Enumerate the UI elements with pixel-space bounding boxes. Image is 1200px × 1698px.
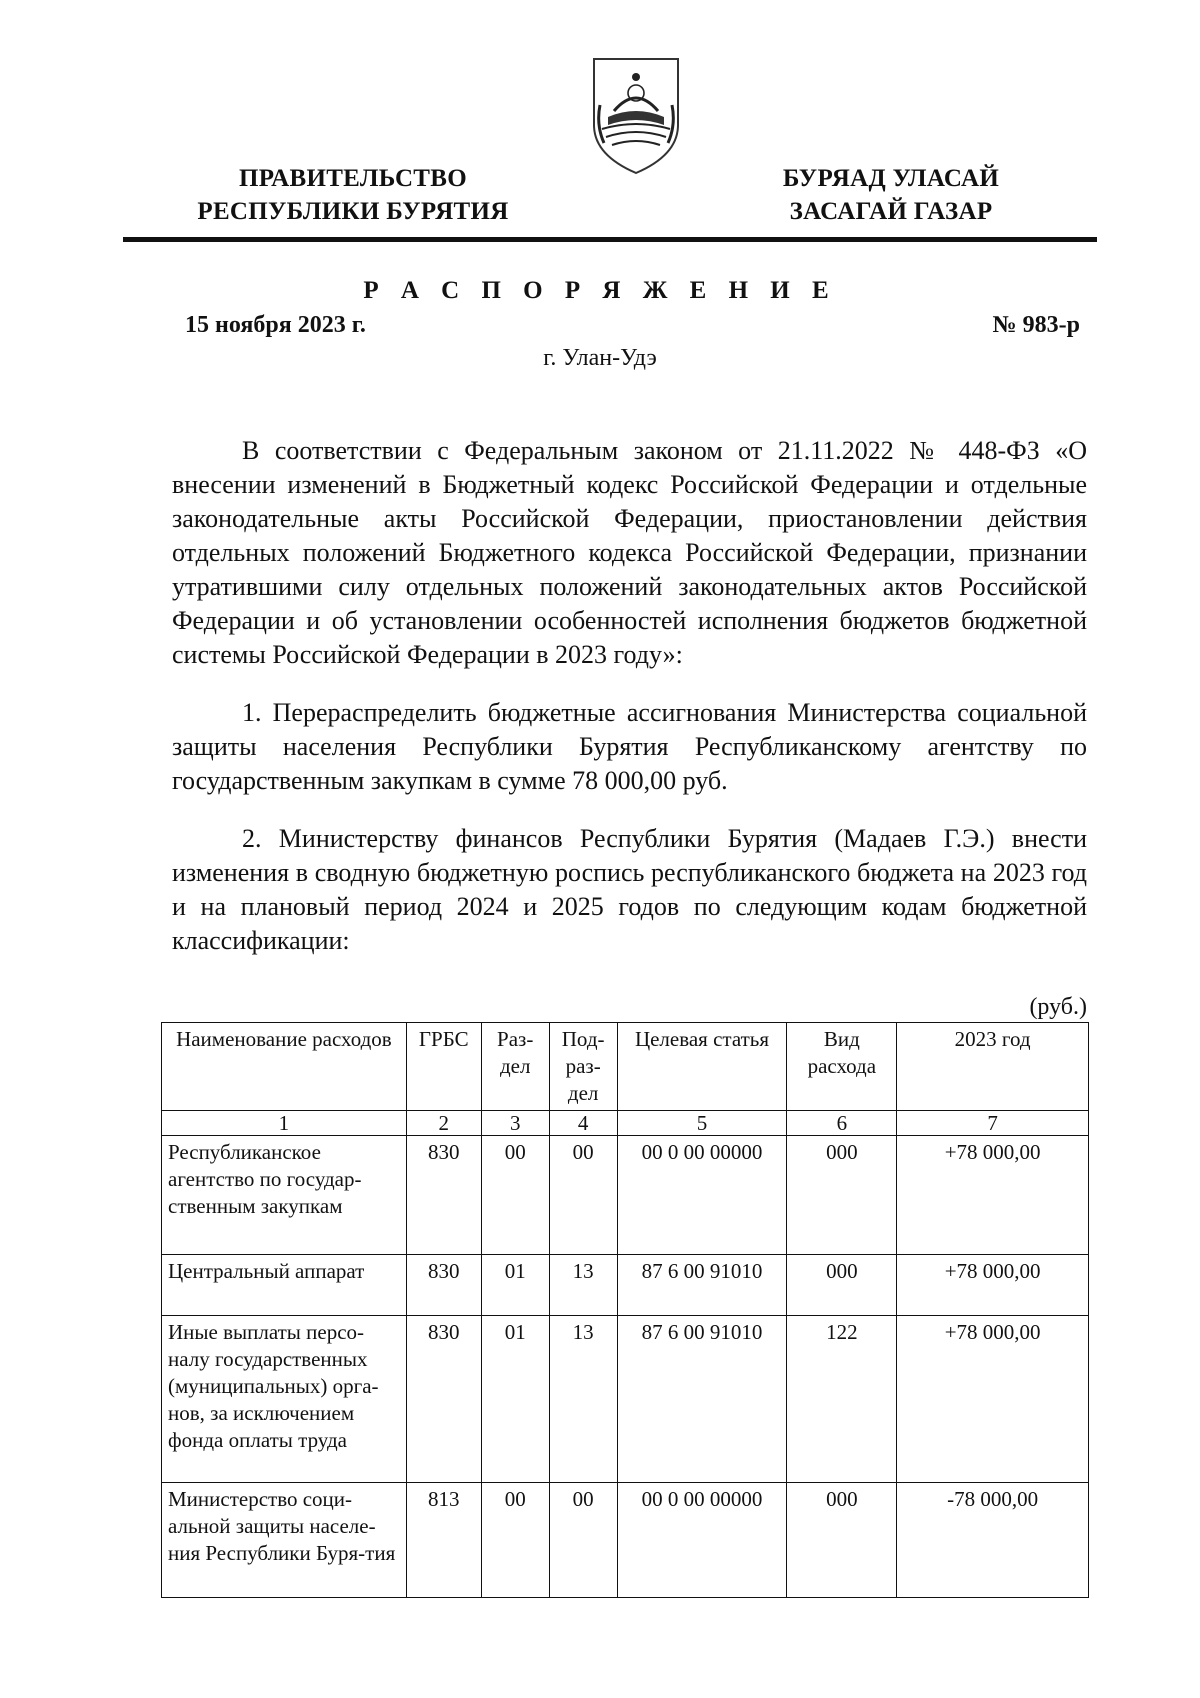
coat-of-arms-icon [588, 55, 684, 177]
document-number: № 983-р [992, 312, 1080, 338]
table-row [162, 1483, 1089, 1598]
budget-table [161, 1022, 1089, 1598]
header-name: Наименование расходов [162, 1023, 407, 1111]
table-header-row [162, 1023, 1089, 1111]
cell-sum: +78 000,00 [897, 1316, 1089, 1483]
col-number: 6 [787, 1111, 897, 1136]
cell-article: 00 0 00 00000 [617, 1136, 787, 1255]
header-podrazdel: Под-раз-дел [549, 1023, 617, 1111]
cell-vid: 000 [787, 1255, 897, 1316]
header-year: 2023 год [897, 1023, 1089, 1111]
header-right-line2: ЗАСАГАЙ ГАЗАР [789, 198, 993, 225]
cell-name: Республиканское агентство по государ-ственным закупкам [162, 1136, 407, 1255]
table-row [162, 1316, 1089, 1483]
header-left-line2: РЕСПУБЛИКИ БУРЯТИЯ [197, 198, 509, 225]
cell-razdel: 00 [481, 1483, 549, 1598]
header-divider [123, 237, 1097, 242]
cell-sum: +78 000,00 [897, 1255, 1089, 1316]
paragraph-preamble [172, 434, 1087, 672]
cell-podrazdel: 13 [549, 1255, 617, 1316]
cell-grbs: 830 [406, 1316, 481, 1483]
cell-grbs: 830 [406, 1255, 481, 1316]
header-left-line1: ПРАВИТЕЛЬСТВО [239, 165, 467, 192]
col-number: 1 [162, 1111, 407, 1136]
col-number: 3 [481, 1111, 549, 1136]
col-number: 5 [617, 1111, 787, 1136]
header-right-line1: БУРЯАД УЛАСАЙ [782, 165, 1000, 192]
col-number: 7 [897, 1111, 1089, 1136]
cell-name: Центральный аппарат [162, 1255, 407, 1316]
header-razdel: Раз-дел [481, 1023, 549, 1111]
cell-vid: 000 [787, 1483, 897, 1598]
cell-sum: -78 000,00 [897, 1483, 1089, 1598]
paragraph-item-2-text: 2. Министерству финансов Республики Бурятия (Мадаев Г.Э.) внести изменения в сводную бюджетную роспись республиканского бюджета на 2023 год и на плановый период 2024 и 2025 годов по следующим кодам бюджетной классификации: [172, 824, 1087, 955]
cell-razdel: 01 [481, 1255, 549, 1316]
cell-article: 87 6 00 91010 [617, 1255, 787, 1316]
header-vid: Вид расхода [787, 1023, 897, 1111]
cell-razdel: 01 [481, 1316, 549, 1483]
cell-podrazdel: 00 [549, 1483, 617, 1598]
cell-grbs: 830 [406, 1136, 481, 1255]
paragraph-preamble-text: В соответствии с Федеральным законом от 21.11.2022 № 448-ФЗ «О внесении изменений в Бюджетный кодекс Российской Федерации и отдельные законодательные акты Российской Федерации, приостановлении действия отдельных положений Бюджетного кодекса Российской Федерации, признании утратившими силу отдельных положений законодательных актов Российской Федерации и об установлении особенностей исполнения бюджетов бюджетной системы Российской Федерации в 2023 году»: [172, 436, 1087, 669]
table-row [162, 1255, 1089, 1316]
header-left-block [162, 162, 544, 228]
cell-sum: +78 000,00 [897, 1136, 1089, 1255]
header-grbs: ГРБС [406, 1023, 481, 1111]
cell-vid: 122 [787, 1316, 897, 1483]
cell-podrazdel: 00 [549, 1136, 617, 1255]
cell-podrazdel: 13 [549, 1316, 617, 1483]
document-city: г. Улан-Удэ [543, 345, 657, 371]
header-article: Целевая статья [617, 1023, 787, 1111]
document-type: Р А С П О Р Я Ж Е Н И Е [363, 277, 837, 304]
col-number: 4 [549, 1111, 617, 1136]
header-right-block [750, 162, 1032, 228]
paragraph-item-1-text: 1. Перераспределить бюджетные ассигнования Министерства социальной защиты населения Республики Бурятия Республиканскому агентству по государственным закупкам в сумме 78 000,00 руб. [172, 698, 1087, 795]
paragraph-item-2 [172, 822, 1087, 958]
col-number: 2 [406, 1111, 481, 1136]
cell-name: Иные выплаты персо-налу государственных (муниципальных) орга-нов, за исключением фонда оплаты труда [162, 1316, 407, 1483]
cell-name: Министерство соци-альной защиты населе-ния Республики Буря-тия [162, 1483, 407, 1598]
cell-vid: 000 [787, 1136, 897, 1255]
cell-razdel: 00 [481, 1136, 549, 1255]
cell-article: 00 0 00 00000 [617, 1483, 787, 1598]
cell-article: 87 6 00 91010 [617, 1316, 787, 1483]
paragraph-item-1 [172, 696, 1087, 798]
document-date: 15 ноября 2023 г. [185, 312, 366, 338]
table-unit: (руб.) [1029, 994, 1087, 1020]
table-row [162, 1136, 1089, 1255]
cell-grbs: 813 [406, 1483, 481, 1598]
table-column-numbers [162, 1111, 1089, 1136]
